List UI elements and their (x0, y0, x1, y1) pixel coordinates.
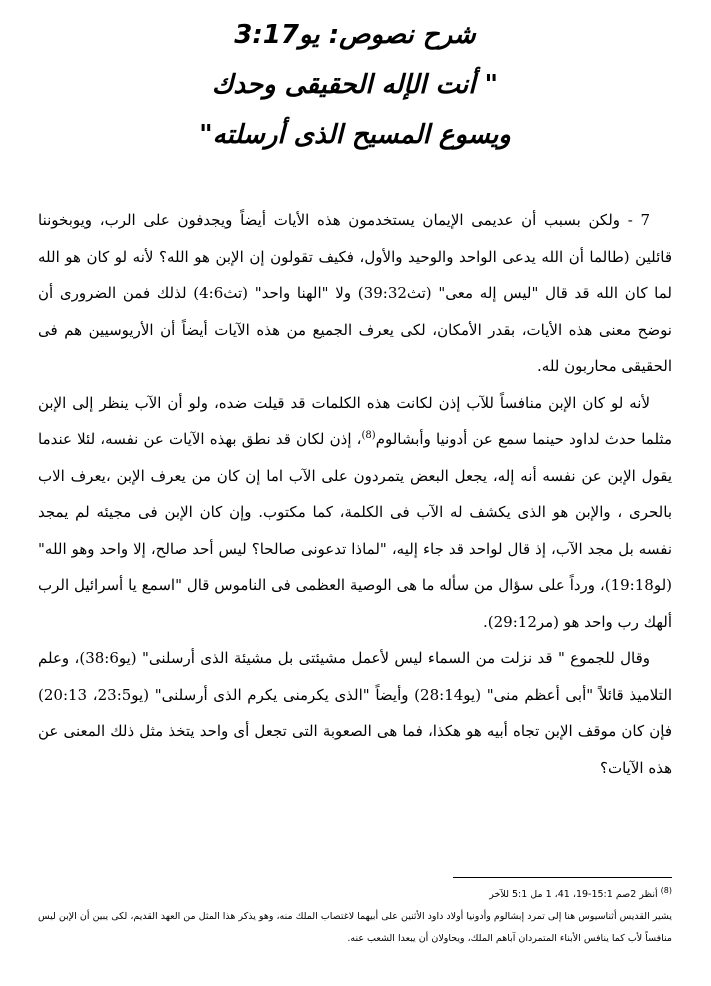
paragraph-2-part-1: لأنه لو كان الإبن منافساً للآب إذن لكانت هذه الكلمات قد قيلت ضده، ولو أن الآب ينظر إلى الإبن مثلما حدث لداود حينما سمع عن أدونيا وأبشالوم (38, 393, 672, 448)
paragraph-2 (38, 385, 672, 641)
paragraph-3: وقال للجموع " قد نزلت من السماء ليس لأعمل مشيئتى بل مشيئة الذى أرسلنى" (يو38:6)، وعلم التلاميذ قائلاً "أبى أعظم منى" (يو28:14) وأيضاً "الذى يكرمنى يكرم الذى أرسلنى" (يو23:5، 20:13) فإن كان موقف الإبن تجاه أبيه هو هكذا، فما هى الصعوبة التى تجعل أى واحد يتخذ مثل ذلك المعنى عن هذه الآيات؟ (38, 649, 673, 777)
footnote-number: (8) (660, 885, 672, 895)
footnote-line-2: يشير القديس أثناسيوس هنا إلى تمرد إبشالوم وأدونيا أولاد داود الأثنين على أبيهما لاغتصاب الملك منه، وهو يذكر هذا المثل من العهد القديم، لكى يبين أن الإبن ليس منافساً لأب كما ينافس الأبناء المتمردان آباهم الملك، ويحاولان أن يبعدا الشعب عنه. (38, 911, 672, 944)
title-line-1: شرح نصوص: يو3:17 (234, 20, 476, 50)
footnotes (38, 884, 672, 950)
title-line-2: " أنت الإله الحقيقى وحدك (211, 70, 499, 100)
title-block (60, 10, 650, 160)
footnote-reference[interactable]: (8) (361, 430, 376, 441)
title-line-3: ويسوع المسيح الذى أرسلته" (199, 120, 511, 150)
paragraph-2-part-2: ، إذن لكان قد نطق بهذه الآيات عن نفسه، لئلا عندما يقول الإبن عن نفسه أنه إله، يجعل البعض يتمردون على الآب اما إن كان من يعرف الإبن ،يعرف الاب بالحرى ، والإبن هو الذى يكشف له الآب فى الكلمة، كما مكتوب. وإن كان الإبن فى مجيئه لم يمجد نفسه بل مجد الآب، إذ قال لواحد قد جاء إليه، "لماذا تدعونى صالحا؟ ليس أحد صالح، إلا واحد وهو الله" (لو19:18)، ورداً على سؤال من سأله ما هى الوصية العظمى فى الناموس قال "اسمع يا أسرائيل الرب ألهك رب واحد هو (مر29:12). (38, 430, 672, 631)
body-text (38, 202, 672, 786)
paragraph-1: 7 - ولكن بسبب أن عديمى الإيمان يستخدمون هذه الأيات أيضاً ويجدفون على الرب، ويوبخوننا قائلين (طالما أن الله يدعى الواحد والوحيد والأول، فكيف تقولون إن الإبن هو الله؟ لأنه لو كان هو الله لما كان الله قد قال "ليس إله معى" (تث39:32) ولا "الهنا واحد" (تث4:6) لذلك فمن الضرورى أن نوضح معنى هذه الأيات، بقدر الأمكان، لكى يعرف الجميع من هذه الآيات أيضاً أن الأريوسيين هم فى الحقيقى محاربون لله. (38, 211, 672, 375)
footnote-line-1 (38, 884, 672, 906)
footnote-text-1: أنظر 2صم 15:1-19، 41، 1 مل 5:1 للآخر (489, 889, 658, 900)
footnote-divider (453, 877, 672, 878)
